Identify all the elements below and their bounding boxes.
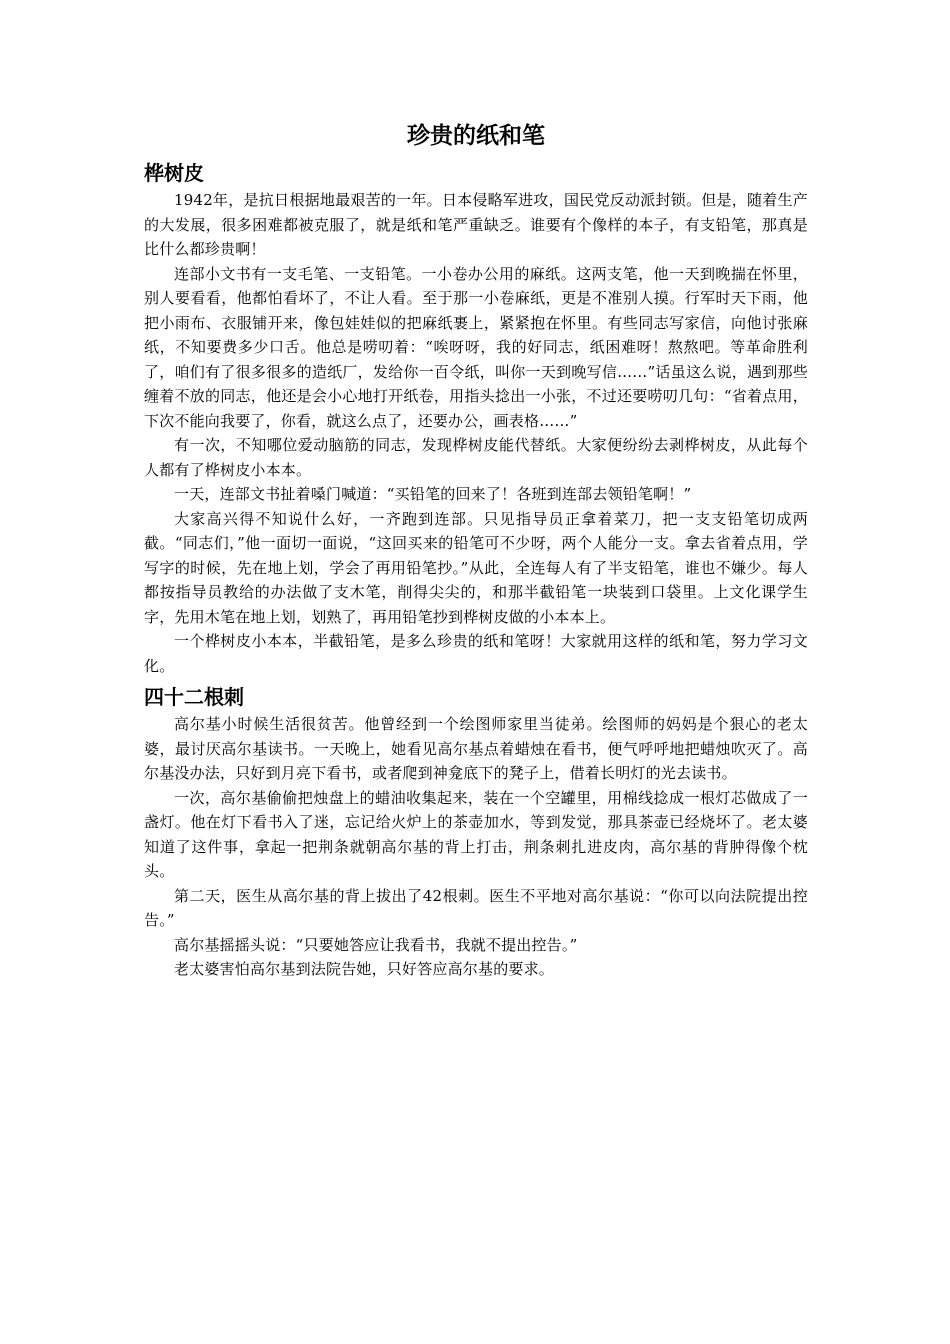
paragraph: 高尔基摇摇头说：“只要她答应让我看书，我就不提出控告。” — [174, 935, 578, 954]
paragraph: 连部小文书有一支毛笔、一支铅笔。一小卷办公用的麻纸。这两支笔，他一天到晚揣在怀里，别人要看看，他都怕看坏了，不让人看。至于那一小卷麻纸，更是不准别人摸。行军时天下雨，他把小雨布、衣服铺开来，像包娃娃似的把麻纸裹上，紧紧抱在怀里。有些同志写家信，向他讨张麻纸，不知要费多少口舌。他总是唠叨着：“唉呀呀，我的好同志，纸困难呀！熬熬吧。等革命胜利了，咱们有了很多很多的造纸厂，发给你一百令纸，叫你一天到晚写信……”话虽这么说，遇到那些缠着不放的同志，他还是会小心地打开纸卷，用指头捻出一小张，不过还要唠叨几句：“省着点用，下次不能向我要了，你看，就这么点了，还要办公，画表格……” — [144, 264, 808, 430]
document-title: 珍贵的纸和笔 — [407, 123, 545, 149]
paragraph: 一次，高尔基偷偷把烛盘上的蜡油收集起来，装在一个空罐里，用棉线捻成一根灯芯做成了一盏灯。他在灯下看书入了迷，忘记给火炉上的茶壶加水，等到发觉，那具茶壶已经烧坏了。老太婆知道了这件事，拿起一把荆条就朝高尔基的背上打击，荆条刺扎进皮肉，高尔基的背肿得像个枕头。 — [144, 788, 808, 880]
paragraph: 有一次，不知哪位爱动脑筋的同志，发现桦树皮能代替纸。大家便纷纷去剥桦树皮，从此每个人都有了桦树皮小本本。 — [144, 436, 808, 479]
paragraph: 高尔基小时候生活很贫苦。他曾经到一个绘图师家里当徒弟。绘图师的妈妈是个狠心的老太婆，最讨厌高尔基读书。一天晚上，她看见高尔基点着蜡烛在看书，便气呼呼地把蜡烛吹灭了。高尔基没办法，只好到月亮下看书，或者爬到神龛底下的凳子上，借着长明灯的光去读书。 — [144, 715, 808, 782]
paragraph: 第二天，医生从高尔基的背上拔出了42根刺。医生不平地对高尔基说：“你可以向法院提出控告。” — [144, 886, 808, 929]
section-heading-forty-two-thorns: 四十二根刺 — [144, 685, 244, 709]
paragraph: 1942年，是抗日根据地最艰苦的一年。日本侵略军进攻，国民党反动派封锁。但是，随着生产的大发展，很多困难都被克服了，就是纸和笔严重缺乏。谁要有个像样的本子，有支铅笔，那真是比什么都珍贵啊！ — [144, 191, 808, 258]
section-heading-birch-bark: 桦树皮 — [144, 161, 204, 185]
paragraph: 一个桦树皮小本本，半截铅笔，是多么珍贵的纸和笔呀！大家就用这样的纸和笔，努力学习文化。 — [144, 632, 808, 675]
paragraph: 大家高兴得不知说什么好，一齐跑到连部。只见指导员正拿着菜刀，把一支支铅笔切成两截。“同志们，”他一面切一面说，“这回买来的铅笔可不少呀，两个人能分一支。拿去省着点用，学写字的时候，先在地上划，学会了再用铅笔抄。”从此，全连每人有了半支铅笔，谁也不嫌少。每人都按指导员教给的办法做了支木笔，削得尖尖的，和那半截铅笔一块装到口袋里。上文化课学生字，先用木笔在地上划，划熟了，再用铅笔抄到桦树皮做的小本本上。 — [144, 509, 808, 626]
paragraph: 老太婆害怕高尔基到法院告她，只好答应高尔基的要求。 — [174, 960, 555, 978]
paragraph: 一天，连部文书扯着嗓门喊道：“买铅笔的回来了！各班到连部去领铅笔啊！” — [174, 485, 692, 503]
document-body — [144, 118, 808, 982]
